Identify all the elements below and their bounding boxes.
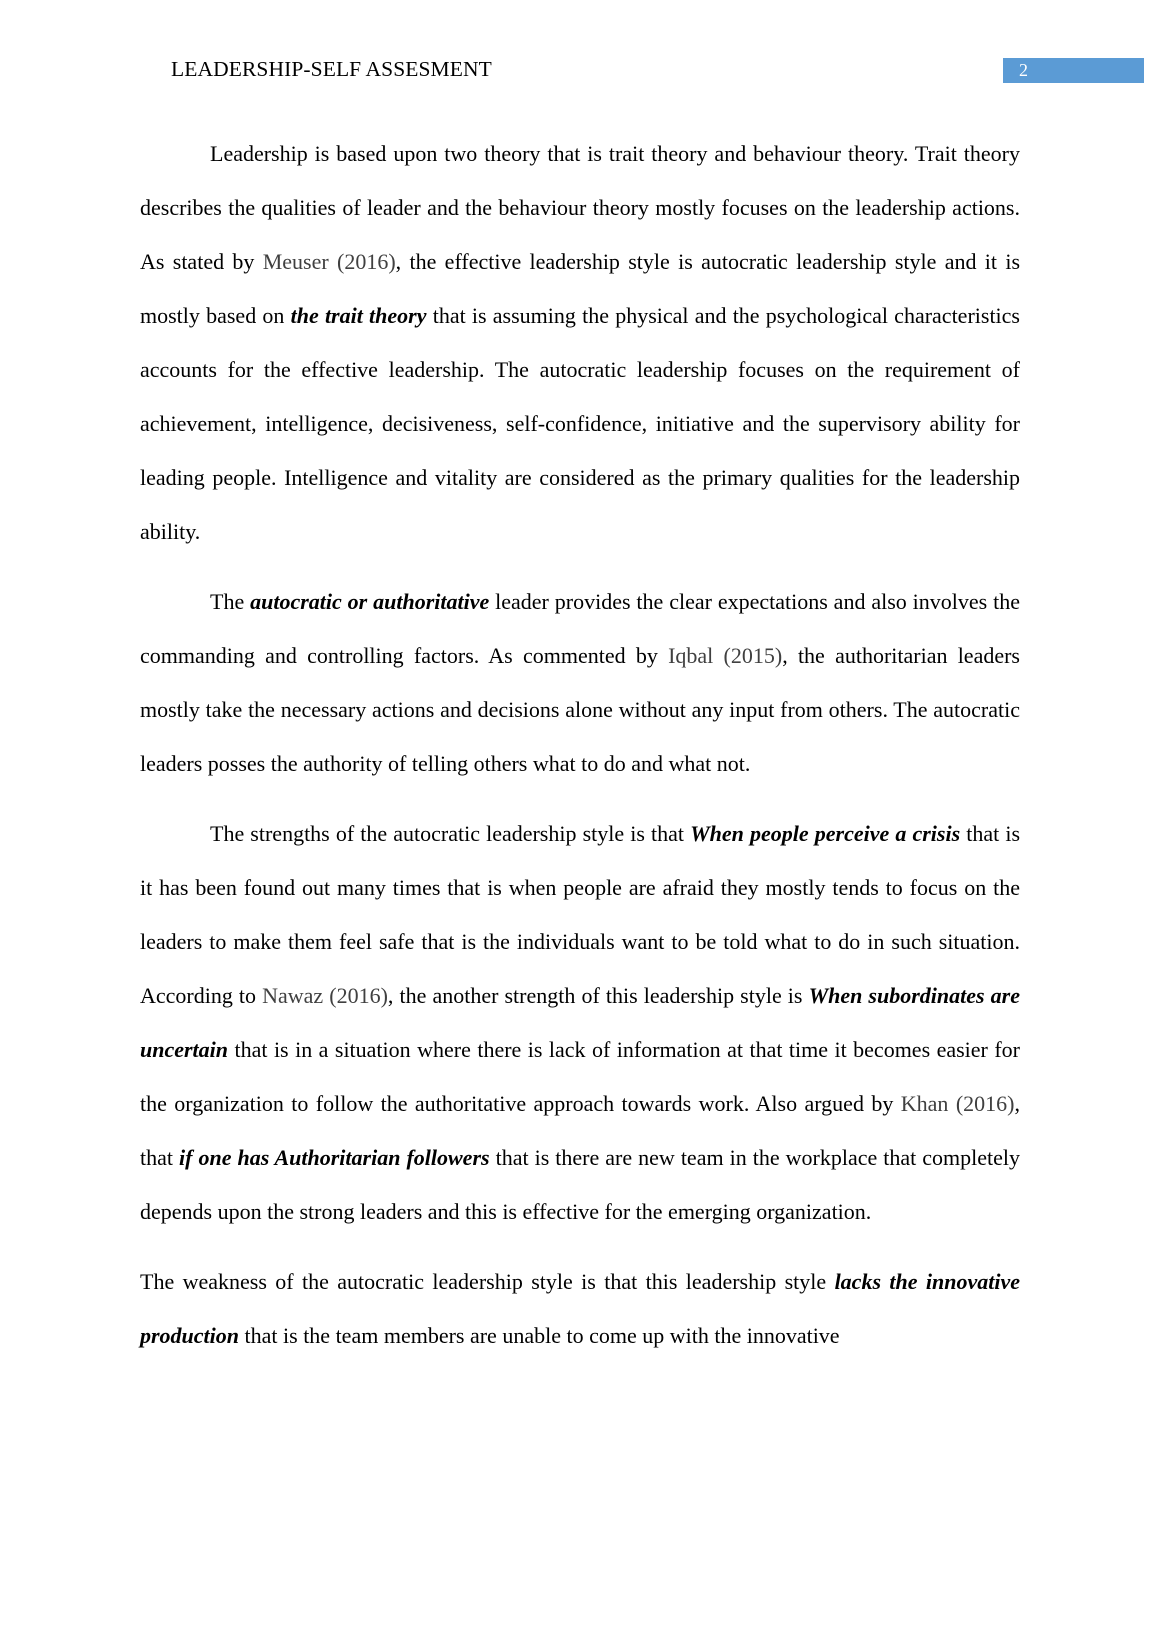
paragraph-text: , that xyxy=(140,1091,1020,1170)
paragraph-text: leader provides the clear expectations and also involves the commanding and controlling factors. As commented by xyxy=(140,589,1020,668)
page-number: 2 xyxy=(1019,60,1028,80)
paragraph-text: that is the team members are unable to come up with the innovative xyxy=(239,1323,840,1348)
paragraph-text: The strengths of the autocratic leadership style is that xyxy=(210,821,691,846)
body-paragraph xyxy=(140,575,1020,791)
paragraph-text: , the another strength of this leadership style is xyxy=(387,983,809,1008)
body-paragraph xyxy=(140,127,1020,559)
paragraph-text: The xyxy=(210,589,251,614)
emphasis-text: When subordinates are uncertain xyxy=(140,983,1020,1062)
citation: Meuser (2016) xyxy=(262,249,396,274)
paragraph-text: , the authoritarian leaders mostly take the necessary actions and decisions alone without any input from others. The autocratic leaders posses the authority of telling others what to do and what not. xyxy=(140,643,1020,776)
emphasis-text: if one has Authoritarian followers xyxy=(179,1145,490,1170)
paragraph-text: that is it has been found out many times that is when people are afraid they mostly tends to focus on the leaders to make them feel safe that is the individuals want to be told what to do in such situation. According to xyxy=(140,821,1021,1008)
paragraph-text: that is in a situation where there is lack of information at that time it becomes easier for the organization to follow the authoritative approach towards work. Also argued by xyxy=(140,1037,1020,1116)
emphasis-text: autocratic or authoritative xyxy=(250,589,490,614)
paragraph-text: Leadership is based upon two theory that is trait theory and behaviour theory. Trait theory describes the qualities of leader and the behaviour theory mostly focuses on the leadership actions. As stated by xyxy=(140,141,1020,274)
body-paragraph xyxy=(140,1255,1020,1363)
page-number-badge xyxy=(1003,58,1144,83)
citation: Iqbal (2015) xyxy=(668,643,783,668)
citation: Khan (2016) xyxy=(900,1091,1015,1116)
paragraph-text: that is assuming the physical and the psychological characteristics accounts for the effective leadership. The autocratic leadership focuses on the requirement of achievement, intelligence, decisiveness, self-confidence, initiative and the supervisory ability for leading people. Intelligence and vitality are considered as the primary qualities for the leadership ability. xyxy=(140,303,1020,544)
paragraph-text: , the effective leadership style is autocratic leadership style and it is mostly based on xyxy=(140,249,1021,328)
emphasis-text: lacks the innovative production xyxy=(140,1269,1021,1348)
document-body xyxy=(140,127,1020,1379)
emphasis-text: the trait theory xyxy=(290,303,427,328)
paragraph-text: that is there are new team in the workplace that completely depends upon the strong leaders and this is effective for the emerging organization. xyxy=(140,1145,1021,1224)
emphasis-text: When people perceive a crisis xyxy=(690,821,961,846)
citation: Nawaz (2016) xyxy=(262,983,388,1008)
running-header-title: LEADERSHIP-SELF ASSESMENT xyxy=(171,57,492,81)
paragraph-text: The weakness of the autocratic leadership style is that this leadership style xyxy=(140,1269,835,1294)
body-paragraph xyxy=(140,807,1020,1239)
